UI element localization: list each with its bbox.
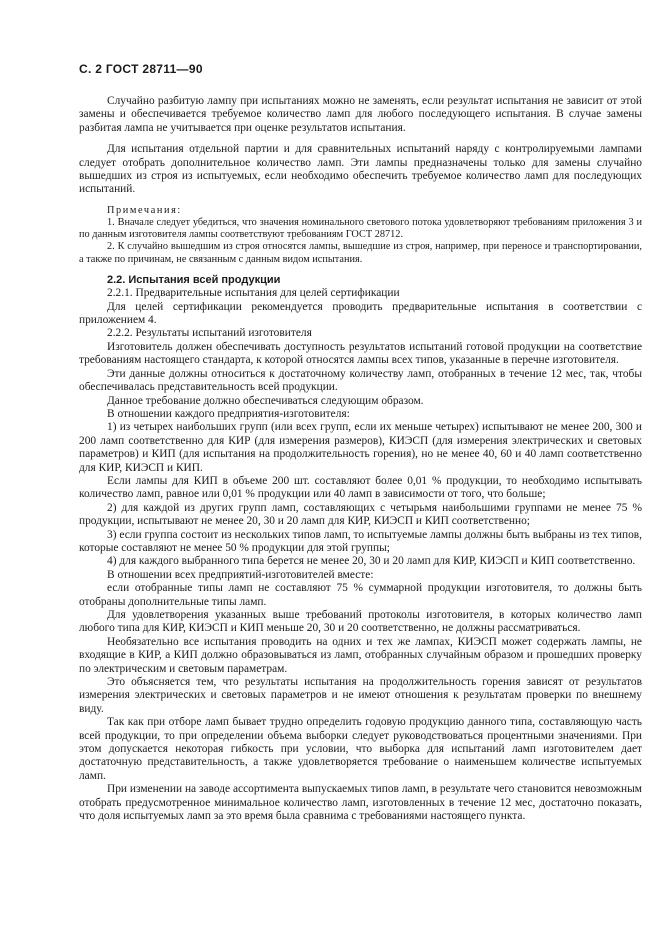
- document-body: [79, 95, 642, 824]
- subsection-title: 2.2.2. Результаты испытаний изготовителя: [107, 327, 312, 340]
- paragraph: Так как при отборе ламп бывает трудно определить годовую продукцию данного типа, составляющую часть всей продукции, то при определении объема выборки следует руководствоваться процентными значениями. При этом допускается некоторая гибкость при условии, что выборка для испытаний ламп изготовителем дает достаточную представительность, а также удовлетворяется требование о наименьшем количестве испытуемых ламп.: [79, 716, 642, 782]
- list-item: 4) для каждого выбранного типа берется не менее 20, 30 и 20 ламп для КИР, КИЭСП и КИП соответственно.: [107, 555, 636, 568]
- paragraph: Изготовитель должен обеспечивать доступность результатов испытаний готовой продукции на соответствие требованиям настоящего стандарта, к которой относятся лампы всех типов, указанные в перечне изготовителя.: [79, 340, 642, 367]
- paragraph: Эти данные должны относиться к достаточному количеству ламп, отобранных в течение 12 мес, так, чтобы обеспечивалась представительность всей продукции.: [79, 367, 642, 394]
- paragraph: В отношении каждого предприятия-изготовителя:: [107, 407, 350, 420]
- paragraph: Данное требование должно обеспечиваться следующим образом.: [107, 394, 424, 407]
- paragraph: если отобранные типы ламп не составляют 75 % суммарной продукции изготовителя, то должны быть отобраны дополнительные типы ламп.: [79, 582, 642, 608]
- note-item: 1. Вначале следует убедиться, что значения номинального светового потока удовлетворяют требованиям приложения 3 и по данным изготовителя лампы соответствуют требованиям ГОСТ 28712.: [79, 217, 642, 241]
- paragraph: Для целей сертификации рекомендуется проводить предварительные испытания в соответствии с приложением 4.: [79, 300, 642, 327]
- paragraph: Случайно разбитую лампу при испытаниях можно не заменять, если результат испытания не зависит от этой замены и обеспечивается требуемое количество ламп для любого последующего испытания. В случае замены разбитая лампа не учитывается при оценке результатов испытания.: [79, 95, 642, 134]
- paragraph: Для удовлетворения указанных выше требований протоколы изготовителя, в которых количество ламп любого типа для КИР, КИЭСП и КИП меньше 20, 30 и 20 соответственно, не должны рассматриваться.: [79, 609, 642, 635]
- list-item: 2) для каждой из других групп ламп, составляющих с четырьмя наибольшими группами не менее 75 % продукции, испытывают не менее 20, 30 и 20 ламп для КИР, КИЭСП и КИП соответственно;: [79, 501, 642, 528]
- note-item: 2. К случайно вышедшим из строя относятся лампы, вышедшие из строя, например, при переносе и транспортировании, а также по причинам, не связанным с данным видом испытания.: [79, 241, 642, 265]
- subsection-title: 2.2.1. Предварительные испытания для целей сертификации: [107, 287, 400, 300]
- page-header: С. 2 ГОСТ 28711—90: [79, 62, 203, 76]
- paragraph: В отношении всех предприятий-изготовителей вместе:: [107, 568, 374, 581]
- notes-title: Примечания:: [107, 204, 182, 216]
- paragraph: Для испытания отдельной партии и для сравнительных испытаний наряду с контролируемыми лампами следует отобрать дополнительное количество ламп. Эти лампы предназначены только для замены случайно вышедших из строя из испытуемых, если необходимо обеспечить требуемое количество ламп для последующих испытаний.: [79, 143, 642, 196]
- list-item: 3) если группа состоит из нескольких типов ламп, то испытуемые лампы должны быть выбраны из тех типов, которые составляют не менее 50 % продукции для этой группы;: [79, 528, 642, 554]
- section-heading: 2.2. Испытания всей продукции: [107, 273, 281, 286]
- list-item: 1) из четырех наибольших групп (или всех групп, если их меньше четырех) испытывают не менее 200, 300 и 200 ламп соответственно для КИР (для измерения размеров), КИЭСП (для измерения электрических и световых параметров) и КИП (для испытания на продолжительность горения), но не менее 40, 60 и 40 ламп соответственно для КИР, КИЭСП и КИП.: [79, 421, 642, 474]
- paragraph: Это объясняется тем, что результаты испытания на продолжительность горения зависят от результатов измерения электрических и световых параметров и не имеют отношения к результатам проверки по внешнему виду.: [79, 676, 642, 715]
- paragraph: Необязательно все испытания проводить на одних и тех же лампах, КИЭСП может содержать лампы, не входящие в КИР, а КИП должно образовываться из ламп, отобранных случайным образом и прошедших проверку по электрическим и световым параметрам.: [79, 635, 642, 675]
- paragraph: Если лампы для КИП в объеме 200 шт. составляют более 0,01 % продукции, то необходимо испытывать количество ламп, равное или 0,01 % продукции или 40 ламп в зависимости от того, что больше;: [79, 474, 642, 501]
- paragraph: При изменении на заводе ассортимента выпускаемых типов ламп, в результате чего становится невозможным отобрать предусмотренное минимальное количество ламп, изготовленных в течение 12 мес, достаточно показать, что доля испытуемых ламп за это время была сравнима с требованиями настоящего пункта.: [79, 783, 642, 823]
